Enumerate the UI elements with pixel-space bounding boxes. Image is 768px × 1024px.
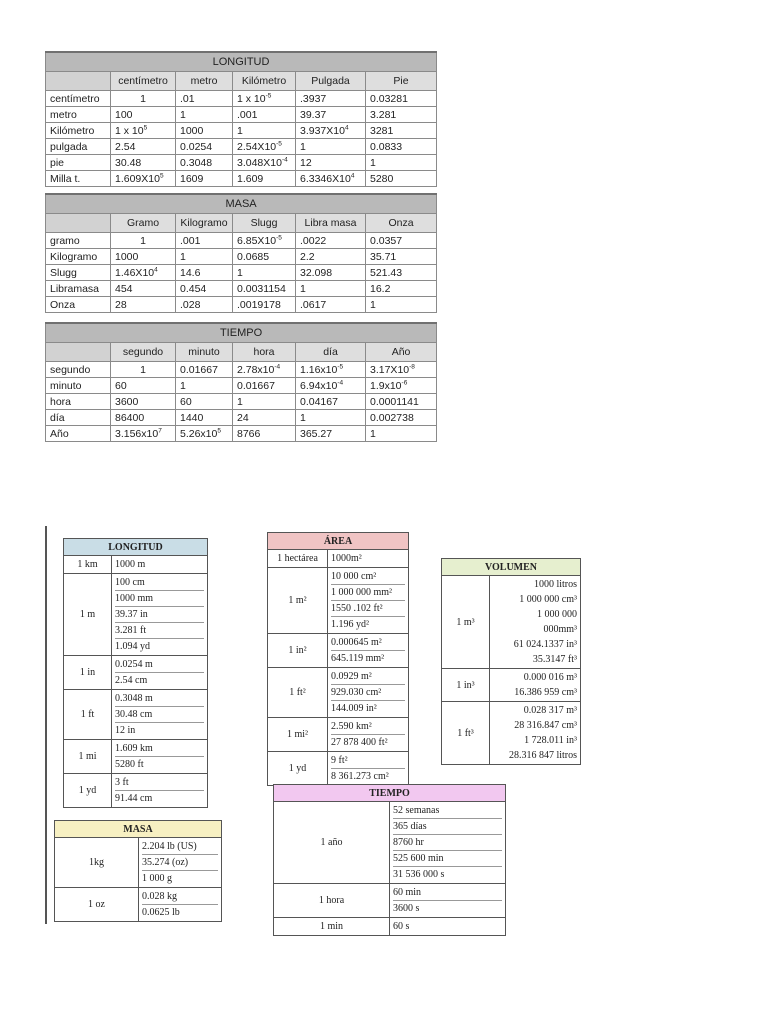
unit-key: 1 yd bbox=[64, 774, 112, 808]
row-label: Libramasa bbox=[46, 281, 111, 297]
exponent: 5 bbox=[143, 124, 148, 131]
table-cell: 0.0001141 bbox=[366, 394, 437, 410]
unit-value: 2.590 km² bbox=[331, 719, 405, 735]
column-header: Año bbox=[366, 343, 437, 362]
table-cell: .01 bbox=[176, 91, 233, 107]
unit-key: 1 in bbox=[64, 656, 112, 690]
table-title: VOLUMEN bbox=[442, 559, 581, 576]
table-row bbox=[46, 378, 437, 394]
unit-values bbox=[112, 774, 208, 808]
table-cell: 60 bbox=[111, 378, 176, 394]
table-cell: 2.2 bbox=[296, 249, 366, 265]
table-cell: 1000 bbox=[111, 249, 176, 265]
table-row bbox=[268, 634, 409, 668]
table-cell: .001 bbox=[233, 107, 296, 123]
unit-value: 52 semanas bbox=[393, 803, 502, 819]
unit-value: 0.0929 m² bbox=[331, 669, 405, 685]
column-header: Gramo bbox=[111, 214, 176, 233]
unit-value: 645.119 mm² bbox=[331, 653, 385, 664]
table-row bbox=[55, 888, 222, 922]
table-cell: 16.2 bbox=[366, 281, 437, 297]
table-cell: $1.9x10^{-6}$ bbox=[366, 378, 437, 394]
unit-key: 1 m³ bbox=[442, 576, 490, 669]
unit-values bbox=[390, 884, 506, 918]
unit-value: 525 600 min bbox=[393, 851, 502, 867]
table-cell: 28 bbox=[111, 297, 176, 313]
unit-value: 35.3147 ft³ bbox=[532, 654, 577, 665]
column-header: Kilogramo bbox=[176, 214, 233, 233]
table-cell: .0019178 bbox=[233, 297, 296, 313]
exponent: -4 bbox=[337, 379, 344, 386]
table-cell: 30.48 bbox=[111, 155, 176, 171]
table-cell: 1000 bbox=[176, 123, 233, 139]
table-row bbox=[268, 752, 409, 786]
table-row bbox=[46, 410, 437, 426]
s-area-table bbox=[267, 532, 409, 786]
table-cell: .0022 bbox=[296, 233, 366, 249]
unit-value: 5280 ft bbox=[115, 759, 144, 770]
table-row bbox=[46, 107, 437, 123]
unit-values bbox=[490, 702, 581, 765]
unit-key: 1 hora bbox=[274, 884, 390, 918]
unit-key: 1 m bbox=[64, 574, 112, 656]
unit-values bbox=[328, 634, 409, 668]
s-masa-table bbox=[54, 820, 222, 922]
unit-value: 3 ft bbox=[115, 775, 204, 791]
unit-value: 8760 hr bbox=[393, 835, 502, 851]
table-row bbox=[46, 139, 437, 155]
unit-value: 28.316 847 litros bbox=[508, 750, 577, 761]
table-cell: 1 x $10^5$ bbox=[111, 123, 176, 139]
table-row bbox=[274, 918, 506, 936]
table-cell: 1 bbox=[233, 123, 296, 139]
table-cell: 0.0357 bbox=[366, 233, 437, 249]
table-cell: 0.3048 bbox=[176, 155, 233, 171]
unit-values bbox=[328, 568, 409, 634]
table-row bbox=[442, 669, 581, 702]
unit-values bbox=[328, 752, 409, 786]
table-cell: $3.048X10^{-4}$ bbox=[233, 155, 296, 171]
unit-value: 1 000 000 bbox=[537, 609, 577, 620]
table-row bbox=[46, 426, 437, 442]
row-label: hora bbox=[46, 394, 111, 410]
unit-value: 1 000 000 mm² bbox=[331, 585, 405, 601]
exponent: -5 bbox=[276, 234, 282, 241]
row-label: Slugg bbox=[46, 265, 111, 281]
table-row bbox=[46, 394, 437, 410]
table-cell: $2.78x10^{-4}$ bbox=[233, 362, 296, 378]
table-row bbox=[64, 740, 208, 774]
table-cell: $6.85X10^{-5}$ bbox=[233, 233, 296, 249]
table-cell: 12 bbox=[296, 155, 366, 171]
table-row bbox=[268, 568, 409, 634]
table-row bbox=[442, 576, 581, 669]
table-cell: 1.609 bbox=[233, 171, 296, 187]
unit-value: 39.37 in bbox=[115, 607, 204, 623]
unit-value: 1.609 km bbox=[115, 741, 204, 757]
table-cell: 3600 bbox=[111, 394, 176, 410]
table-cell: 454 bbox=[111, 281, 176, 297]
table-row bbox=[46, 297, 437, 313]
table-row bbox=[46, 123, 437, 139]
table-row bbox=[46, 281, 437, 297]
table-cell: 1 bbox=[366, 297, 437, 313]
table-cell: 60 bbox=[176, 394, 233, 410]
table-row bbox=[268, 718, 409, 752]
table-row bbox=[268, 550, 409, 568]
unit-key: 1 in³ bbox=[442, 669, 490, 702]
table-row bbox=[46, 171, 437, 187]
table-cell: 0.03281 bbox=[366, 91, 437, 107]
unit-value: 1000 mm bbox=[115, 591, 204, 607]
table-cell: 1 bbox=[366, 426, 437, 442]
unit-key: 1 ft² bbox=[268, 668, 328, 718]
row-label: pie bbox=[46, 155, 111, 171]
table-title: LONGITUD bbox=[64, 539, 208, 556]
table-row bbox=[274, 802, 506, 884]
table-title: MASA bbox=[46, 194, 437, 214]
table-cell: $1.16x10^{-5}$ bbox=[296, 362, 366, 378]
row-label: gramo bbox=[46, 233, 111, 249]
row-label: Onza bbox=[46, 297, 111, 313]
column-header: segundo bbox=[111, 343, 176, 362]
column-header: día bbox=[296, 343, 366, 362]
table-title: MASA bbox=[55, 821, 222, 838]
table-cell: 0.002738 bbox=[366, 410, 437, 426]
table-cell: 2.54 bbox=[111, 139, 176, 155]
unit-key: 1 hectárea bbox=[268, 550, 328, 568]
unit-value: 0.0254 m bbox=[115, 657, 204, 673]
table-cell: 1 bbox=[233, 394, 296, 410]
table-cell: 1 bbox=[296, 410, 366, 426]
unit-key: 1 oz bbox=[55, 888, 139, 922]
unit-values bbox=[328, 718, 409, 752]
unit-value: 1000 m bbox=[115, 559, 146, 570]
unit-value: 2.204 lb (US) bbox=[142, 839, 218, 855]
table-row bbox=[274, 884, 506, 918]
table-cell: 39.37 bbox=[296, 107, 366, 123]
unit-value: 1550 .102 ft² bbox=[331, 601, 405, 617]
table-cell: .001 bbox=[176, 233, 233, 249]
unit-values bbox=[139, 888, 222, 922]
table-cell: 0.01667 bbox=[176, 362, 233, 378]
table-cell: 1 bbox=[176, 378, 233, 394]
table-cell: $5.26x10^5$ bbox=[176, 426, 233, 442]
unit-value: 1 000 g bbox=[142, 873, 172, 884]
table-cell: 1 bbox=[111, 362, 176, 378]
exponent: -4 bbox=[281, 156, 288, 163]
unit-value: 0.028 kg bbox=[142, 889, 218, 905]
table-cell: 0.454 bbox=[176, 281, 233, 297]
table-cell: 0.0254 bbox=[176, 139, 233, 155]
table-row bbox=[64, 574, 208, 656]
unit-values bbox=[112, 556, 208, 574]
table-row bbox=[64, 556, 208, 574]
column-header: Slugg bbox=[233, 214, 296, 233]
unit-value: 8 361.273 cm² bbox=[331, 771, 389, 782]
exponent: -5 bbox=[337, 363, 344, 370]
exponent: 7 bbox=[158, 427, 162, 434]
table-cell: .028 bbox=[176, 297, 233, 313]
exponent: -5 bbox=[265, 92, 272, 99]
unit-value: 60 min bbox=[393, 885, 502, 901]
table-title: TIEMPO bbox=[46, 323, 437, 343]
column-header: Kilómetro bbox=[233, 72, 296, 91]
table-title: TIEMPO bbox=[274, 785, 506, 802]
header-corner bbox=[46, 72, 111, 91]
unit-value: 0.000 016 m³ bbox=[523, 672, 577, 683]
s-volumen-table bbox=[441, 558, 581, 765]
unit-value: 16.386 959 cm³ bbox=[514, 687, 577, 698]
table-row bbox=[64, 690, 208, 740]
unit-values bbox=[112, 740, 208, 774]
table-cell: 32.098 bbox=[296, 265, 366, 281]
column-header: minuto bbox=[176, 343, 233, 362]
table-cell: 1 x $10^{-5}$ bbox=[233, 91, 296, 107]
table-cell: $2.54X10^{-5}$ bbox=[233, 139, 296, 155]
unit-value: 31 536 000 s bbox=[393, 869, 445, 880]
table-cell: $3.156x10^7$ bbox=[111, 426, 176, 442]
unit-value: 365 días bbox=[393, 819, 502, 835]
unit-value: 30.48 cm bbox=[115, 707, 204, 723]
exponent: -8 bbox=[409, 363, 415, 370]
table-row bbox=[46, 233, 437, 249]
column-header: Pie bbox=[366, 72, 437, 91]
unit-key: 1 in² bbox=[268, 634, 328, 668]
unit-key: 1 yd bbox=[268, 752, 328, 786]
header-corner bbox=[46, 343, 111, 362]
table-cell: $3.937X10^4$ bbox=[296, 123, 366, 139]
unit-key: 1kg bbox=[55, 838, 139, 888]
unit-values bbox=[328, 550, 409, 568]
unit-value: 1 000 000 cm³ bbox=[519, 594, 577, 605]
row-label: Año bbox=[46, 426, 111, 442]
table-cell: .0617 bbox=[296, 297, 366, 313]
row-label: centímetro bbox=[46, 91, 111, 107]
unit-value: 91.44 cm bbox=[115, 793, 153, 804]
s-longitud-table bbox=[63, 538, 208, 808]
exponent: 4 bbox=[344, 124, 349, 131]
unit-values bbox=[112, 690, 208, 740]
table-row bbox=[55, 838, 222, 888]
unit-value: 144.009 in² bbox=[331, 703, 377, 714]
unit-value: 10 000 cm² bbox=[331, 569, 405, 585]
table-cell: 1 bbox=[233, 265, 296, 281]
exponent: 4 bbox=[154, 266, 158, 273]
table-cell: 1609 bbox=[176, 171, 233, 187]
unit-value: 9 ft² bbox=[331, 753, 405, 769]
header-corner bbox=[46, 214, 111, 233]
unit-values bbox=[139, 838, 222, 888]
row-label: Kilogramo bbox=[46, 249, 111, 265]
unit-key: 1 mi² bbox=[268, 718, 328, 752]
table-cell: 3281 bbox=[366, 123, 437, 139]
table-cell: 521.43 bbox=[366, 265, 437, 281]
unit-key: 1 min bbox=[274, 918, 390, 936]
exponent: 5 bbox=[217, 427, 221, 434]
exponent: 4 bbox=[350, 172, 355, 179]
unit-value: 61 024.1337 in³ bbox=[513, 639, 577, 650]
table-cell: $1.46X10^4$ bbox=[111, 265, 176, 281]
unit-value: 1.094 yd bbox=[115, 641, 150, 652]
column-header: Onza bbox=[366, 214, 437, 233]
row-label: segundo bbox=[46, 362, 111, 378]
table-cell: 1 bbox=[296, 139, 366, 155]
table-cell: 0.0833 bbox=[366, 139, 437, 155]
unit-key: 1 m² bbox=[268, 568, 328, 634]
column-header: Libra masa bbox=[296, 214, 366, 233]
unit-value: 0.0625 lb bbox=[142, 907, 180, 918]
column-header: hora bbox=[233, 343, 296, 362]
column-header: Pulgada bbox=[296, 72, 366, 91]
table-row bbox=[46, 249, 437, 265]
unit-values bbox=[390, 802, 506, 884]
exponent: -5 bbox=[276, 140, 282, 147]
table-cell: 24 bbox=[233, 410, 296, 426]
row-label: metro bbox=[46, 107, 111, 123]
column-header: metro bbox=[176, 72, 233, 91]
table-cell: 1 bbox=[111, 91, 176, 107]
conversion-reference-panel bbox=[45, 526, 589, 932]
unit-value: 27 878 400 ft² bbox=[331, 737, 388, 748]
table-row bbox=[64, 774, 208, 808]
unit-value: 929.030 cm² bbox=[331, 685, 405, 701]
table-cell: 365.27 bbox=[296, 426, 366, 442]
row-label: pulgada bbox=[46, 139, 111, 155]
unit-value: 0.028 317 m³ bbox=[523, 705, 577, 716]
table-cell: 0.04167 bbox=[296, 394, 366, 410]
table-row bbox=[46, 155, 437, 171]
table-row bbox=[46, 265, 437, 281]
table-cell: 1 bbox=[366, 155, 437, 171]
unit-value: 3600 s bbox=[393, 903, 420, 914]
unit-key: 1 año bbox=[274, 802, 390, 884]
table-row bbox=[46, 362, 437, 378]
unit-value: 12 in bbox=[115, 725, 136, 736]
table-cell: $3.17X10^{-8}$ bbox=[366, 362, 437, 378]
unit-value: 0.000645 m² bbox=[331, 635, 405, 651]
unit-key: 1 mi bbox=[64, 740, 112, 774]
unit-key: 1 ft³ bbox=[442, 702, 490, 765]
unit-values bbox=[390, 918, 506, 936]
table-cell: 35.71 bbox=[366, 249, 437, 265]
unit-value: 28 316.847 cm³ bbox=[514, 720, 577, 731]
unit-value: 1.196 yd² bbox=[331, 619, 369, 630]
table-cell: 1 bbox=[176, 107, 233, 123]
exponent: -4 bbox=[274, 363, 281, 370]
table-cell: 1 bbox=[176, 249, 233, 265]
unit-value: 1000 litros bbox=[533, 579, 577, 590]
unit-value: 0.3048 m bbox=[115, 691, 204, 707]
table-row bbox=[46, 91, 437, 107]
s-tiempo-table bbox=[273, 784, 506, 936]
unit-value: 100 cm bbox=[115, 575, 204, 591]
unit-values bbox=[328, 668, 409, 718]
unit-value: 1000m² bbox=[331, 553, 362, 564]
table-cell: 5280 bbox=[366, 171, 437, 187]
column-header: centímetro bbox=[111, 72, 176, 91]
exponent: -6 bbox=[401, 379, 408, 386]
unit-key: 1 ft bbox=[64, 690, 112, 740]
table-title: ÁREA bbox=[268, 533, 409, 550]
exponent: 5 bbox=[159, 172, 164, 179]
table-cell: 8766 bbox=[233, 426, 296, 442]
table-cell: .3937 bbox=[296, 91, 366, 107]
row-label: Milla t. bbox=[46, 171, 111, 187]
row-label: Kilómetro bbox=[46, 123, 111, 139]
unit-values bbox=[490, 669, 581, 702]
table-cell: 0.0685 bbox=[233, 249, 296, 265]
table-cell: 3.281 bbox=[366, 107, 437, 123]
table-cell: $6.94x10^{-4}$ bbox=[296, 378, 366, 394]
masa-conversion-table bbox=[45, 193, 437, 313]
unit-value: 2.54 cm bbox=[115, 675, 148, 686]
unit-value: 35.274 (oz) bbox=[142, 855, 218, 871]
table-cell: $6.3346X10^4$ bbox=[296, 171, 366, 187]
table-title: LONGITUD bbox=[46, 52, 437, 72]
unit-values bbox=[112, 574, 208, 656]
unit-value: 1 728.011 in³ bbox=[524, 735, 577, 746]
unit-values bbox=[490, 576, 581, 669]
table-cell: 1 bbox=[296, 281, 366, 297]
table-cell: 1440 bbox=[176, 410, 233, 426]
unit-value: 000mm³ bbox=[543, 624, 577, 635]
unit-value: 3.281 ft bbox=[115, 623, 204, 639]
table-row bbox=[64, 656, 208, 690]
tiempo-conversion-table bbox=[45, 322, 437, 442]
unit-key: 1 km bbox=[64, 556, 112, 574]
table-cell: 1 bbox=[111, 233, 176, 249]
unit-values bbox=[112, 656, 208, 690]
row-label: día bbox=[46, 410, 111, 426]
table-cell: 86400 bbox=[111, 410, 176, 426]
table-cell: $1.609X10^5$ bbox=[111, 171, 176, 187]
table-row bbox=[442, 702, 581, 765]
row-label: minuto bbox=[46, 378, 111, 394]
longitud-conversion-table bbox=[45, 51, 437, 187]
table-cell: 0.0031154 bbox=[233, 281, 296, 297]
table-cell: 14.6 bbox=[176, 265, 233, 281]
unit-value: 60 s bbox=[393, 921, 410, 932]
table-cell: 0.01667 bbox=[233, 378, 296, 394]
table-cell: 100 bbox=[111, 107, 176, 123]
table-row bbox=[268, 668, 409, 718]
